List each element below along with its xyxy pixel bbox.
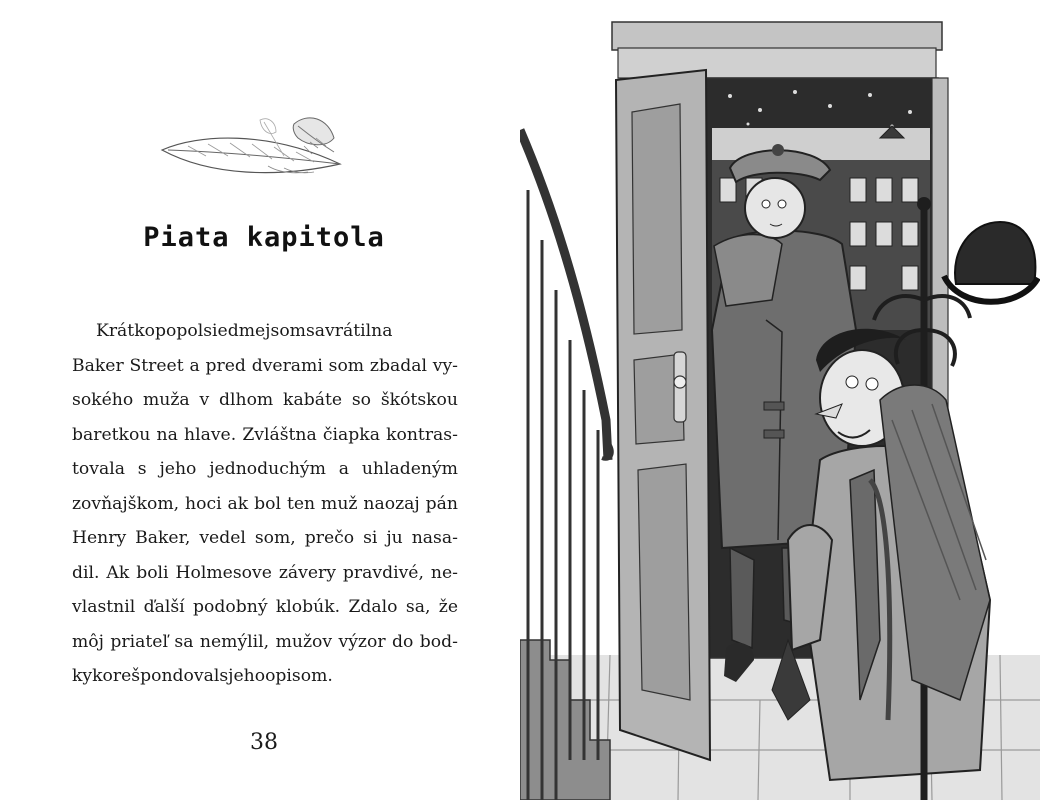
word: muž — [321, 493, 358, 514]
word: ju — [386, 528, 403, 548]
word: ne- — [430, 562, 458, 583]
word: Henry — [72, 528, 127, 548]
word: škótskou — [380, 390, 458, 410]
paragraph-line — [72, 314, 458, 349]
word: dverami — [251, 355, 323, 376]
paragraph-line — [72, 590, 458, 625]
word: baretkou — [72, 424, 151, 445]
word: uhladeným — [361, 459, 458, 479]
word: boli — [136, 562, 169, 583]
word: priateľ — [110, 631, 168, 652]
paragraph-line — [72, 487, 458, 522]
word: si — [363, 528, 378, 548]
word: pol — [176, 321, 204, 341]
word: Holmesove — [175, 562, 272, 583]
word: dlhom — [219, 390, 274, 410]
word: Zvláštna — [242, 424, 317, 445]
doorway-illustration — [520, 0, 1040, 800]
paragraph-line — [72, 659, 458, 694]
word: som — [270, 321, 306, 341]
word: po — [154, 321, 177, 341]
open-door — [616, 70, 710, 760]
left-page — [0, 0, 520, 800]
word: na — [371, 321, 393, 341]
word: ďalší — [143, 597, 185, 617]
feather-icon — [158, 112, 348, 192]
word: výzor — [338, 631, 386, 652]
word: do — [391, 631, 414, 652]
word: s — [137, 459, 147, 479]
word: so — [351, 390, 372, 410]
word: jeho — [159, 459, 197, 479]
word: sa — [174, 631, 194, 652]
word: jednoduchým — [209, 459, 326, 479]
word: vy- — [432, 355, 458, 376]
word: zbadal — [369, 355, 427, 376]
word: bod- — [419, 631, 458, 652]
word: že — [438, 597, 458, 617]
word: nasa- — [411, 528, 458, 548]
word: a — [338, 459, 349, 479]
word: sa, — [405, 597, 431, 617]
chapter-title: Piata kapitola — [143, 222, 385, 253]
word: pán — [425, 493, 458, 514]
word: môj — [72, 631, 104, 652]
word: vrátil — [325, 321, 372, 341]
paragraph-line — [72, 452, 458, 487]
word: prečo — [304, 528, 355, 548]
page-number: 38 — [250, 730, 278, 755]
word: jeho — [228, 666, 266, 686]
word: kabáte — [283, 390, 343, 410]
word: Ak — [106, 562, 130, 583]
word: ak — [227, 493, 249, 514]
paragraph-line — [72, 383, 458, 418]
word: Baker, — [135, 528, 191, 548]
word: závery — [278, 562, 336, 583]
illustration-panel — [520, 0, 1040, 800]
word: pred — [205, 355, 246, 376]
word: zovňajškom, — [72, 493, 180, 514]
word: Baker — [72, 355, 124, 376]
chapter-paragraph — [72, 314, 458, 694]
word: vedel — [199, 528, 246, 548]
word: Krátko — [96, 321, 155, 341]
word: mužov — [275, 631, 333, 652]
word: bol — [254, 493, 281, 514]
word: siedmej — [203, 321, 271, 341]
paragraph-line — [72, 349, 458, 384]
word: podobný — [193, 597, 268, 617]
paragraph-line — [72, 418, 458, 453]
word: nemýlil, — [199, 631, 270, 652]
word: na — [156, 424, 178, 445]
word: čiapka — [322, 424, 380, 445]
word: hlave. — [184, 424, 237, 445]
word: ten — [286, 493, 316, 514]
word: hoci — [185, 493, 222, 514]
word: dil. — [72, 562, 100, 583]
word: opisom. — [265, 666, 333, 686]
word: som — [328, 355, 365, 376]
word: Zdalo — [348, 597, 398, 617]
word: klobúk. — [275, 597, 341, 617]
paragraph-line — [72, 556, 458, 591]
word: sokého — [72, 390, 134, 410]
word: naozaj — [363, 493, 420, 514]
word: tovala — [72, 459, 125, 479]
word: som, — [254, 528, 296, 548]
word: kontras- — [386, 424, 458, 445]
word: s — [219, 666, 229, 686]
word: vlastnil — [72, 597, 136, 617]
paragraph-line — [72, 625, 458, 660]
word: pravdivé, — [342, 562, 424, 583]
word: sa — [305, 321, 326, 341]
word: v — [199, 390, 210, 410]
word: korešpondoval — [92, 666, 220, 686]
word: ky — [72, 666, 93, 686]
paragraph-line — [72, 521, 458, 556]
word: Street — [129, 355, 184, 376]
word: a — [189, 355, 200, 376]
word: muža — [142, 390, 190, 410]
